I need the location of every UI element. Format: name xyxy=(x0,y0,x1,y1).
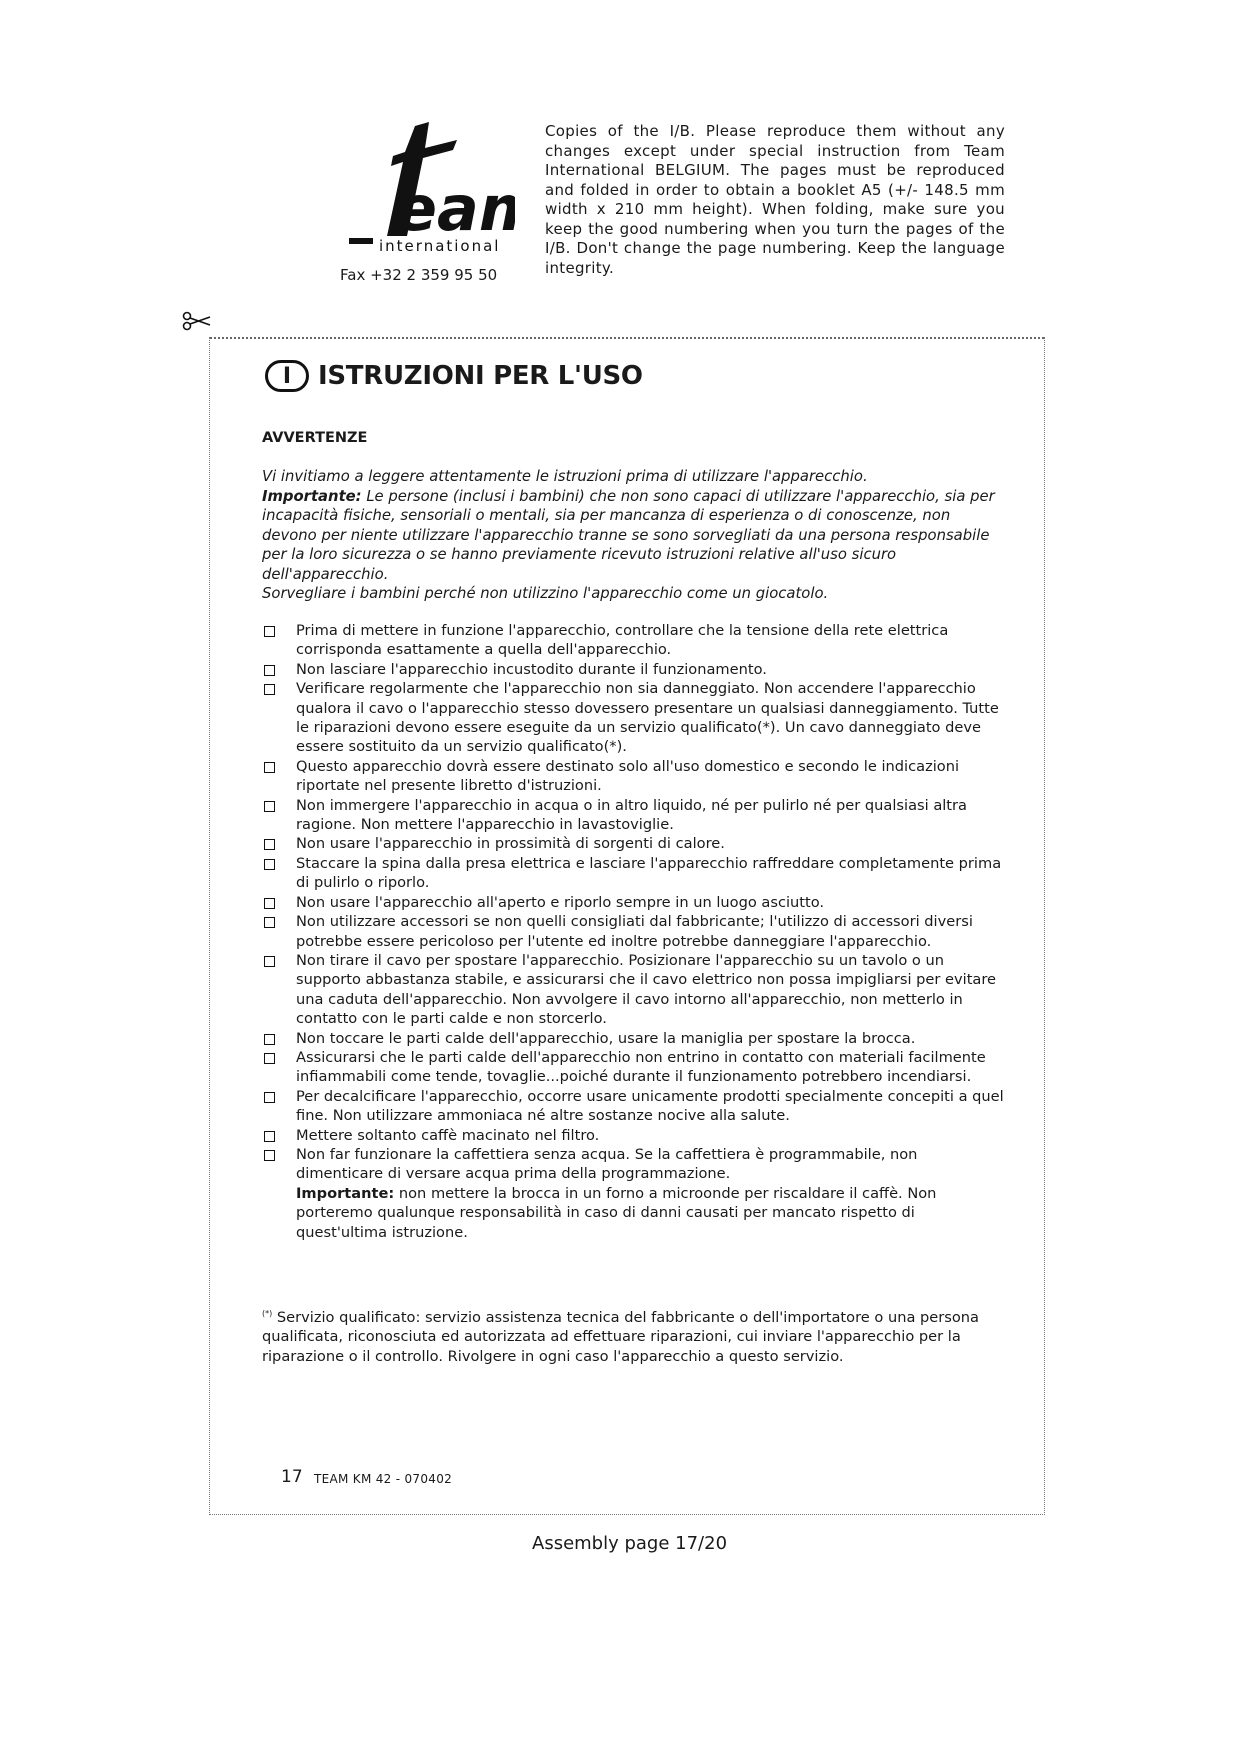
svg-text:international: international xyxy=(379,237,501,255)
section-title xyxy=(265,356,643,396)
intro-line-1: Vi invitiamo a leggere attentamente le istruzioni prima di utilizzare l'apparecchio. xyxy=(262,468,868,485)
intro-important-text: Le persone (inclusi i bambini) che non sono capaci di utilizzare l'apparecchio, sia per incapacità fisiche, sensoriali o mentali, sia per mancanza di esperienza o di conoscenze, non devono per niente utilizzare l'apparecchio tranne se sono sorvegliati da una persona responsabile per la loro sicurezza o se hanno previamente ricevuto istruzioni relative all'uso sicuro dell'apparecchio. xyxy=(262,487,995,583)
checkbox-icon xyxy=(264,859,275,870)
list-item: Verificare regolarmente che l'apparecchio non sia danneggiato. Non accendere l'apparecchio qualora il cavo o l'apparecchio stesso dovessero presentare un qualsiasi danneggiamento. Tutte le riparazioni devono essere eseguite da un servizio qualificato(*). Un cavo danneggiato deve essere sostituito da un servizio qualificato(*). xyxy=(262,679,1004,757)
checkbox-icon xyxy=(264,1092,275,1103)
footnote xyxy=(262,1304,1002,1366)
last-rule-important-text: non mettere la brocca in un forno a microonde per riscaldare il caffè. Non porteremo qualunque responsabilità in caso di danni causati per mancato rispetto di quest'ultima istruzione. xyxy=(296,1184,937,1241)
page-number: 17 xyxy=(281,1467,303,1487)
fax-number: Fax +32 2 359 95 50 xyxy=(340,266,498,284)
checkbox-icon xyxy=(264,917,275,928)
list-item: Prima di mettere in funzione l'apparecchio, controllare che la tensione della rete elettrica corrisponda esattamente a quella dell'apparecchio. xyxy=(262,621,1004,660)
intro-line-3: Sorvegliare i bambini perché non utilizzino l'apparecchio come un giocatolo. xyxy=(262,585,829,602)
intro-text xyxy=(262,467,1002,604)
list-item: Mettere soltanto caffè macinato nel filtro. xyxy=(262,1126,1004,1145)
checkbox-icon xyxy=(264,665,275,676)
checkbox-icon xyxy=(264,1034,275,1045)
svg-text:eam: ea xyxy=(395,172,479,245)
team-international-logo xyxy=(345,118,515,260)
footnote-marker: (*) xyxy=(262,1309,273,1318)
important-label: Importante: xyxy=(296,1184,395,1202)
assembly-page-label: Assembly page 17/20 xyxy=(532,1533,728,1554)
checkbox-icon xyxy=(264,898,275,909)
list-item: Non usare l'apparecchio in prossimità di sorgenti di calore. xyxy=(262,834,1004,853)
list-item: Non immergere l'apparecchio in acqua o in altro liquido, né per pulirlo né per qualsiasi altra ragione. Non mettere l'apparecchio in lavastoviglie. xyxy=(262,796,1004,835)
safety-rules-list xyxy=(262,621,1004,1242)
checkbox-icon xyxy=(264,839,275,850)
checkbox-icon xyxy=(264,626,275,637)
list-item: Non toccare le parti calde dell'apparecchio, usare la maniglia per spostare la brocca. xyxy=(262,1029,1004,1048)
language-badge: I xyxy=(265,360,309,392)
list-item: Per decalcificare l'apparecchio, occorre usare unicamente prodotti specialmente concepiti a quel fine. Non utilizzare ammoniaca né altre sostanze nocive alla salute. xyxy=(262,1087,1004,1126)
list-item: Staccare la spina dalla presa elettrica e lasciare l'apparecchio raffreddare completamente prima di pulirlo o riporlo. xyxy=(262,854,1004,893)
list-item: Non usare l'apparecchio all'aperto e riporlo sempre in un luogo asciutto. xyxy=(262,893,1004,912)
intro-important xyxy=(262,487,1002,585)
list-item: Questo apparecchio dovrà essere destinato solo all'uso domestico e secondo le indicazioni riportate nel presente libretto d'istruzioni. xyxy=(262,757,1004,796)
list-item: Non far funzionare la caffettiera senza acqua. Se la caffettiera è programmabile, non dimenticare di versare acqua prima della programmazione. Importante: non mettere la brocca in un forno a microonde per riscaldare il caffè. Non porteremo qualunque responsabilità in caso di danni causati per mancato rispetto di quest'ultima istruzione. xyxy=(262,1145,1004,1242)
checkbox-icon xyxy=(264,956,275,967)
list-item: Assicurarsi che le parti calde dell'apparecchio non entrino in contatto con materiali facilmente infiammabili come tende, tovaglie...poiché durante il funzionamento potrebbero incendiarsi. xyxy=(262,1048,1004,1087)
page-title: ISTRUZIONI PER L'USO xyxy=(318,361,643,391)
footnote-text: Servizio qualificato: servizio assistenza tecnica del fabbricante o dell'importatore o una persona qualificata, riconosciuta ed autorizzata ad effettuare riparazioni, cui inviare l'apparecchio per la riparazione o il controllo. Rivolgere in ogni caso l'apparecchio a questo servizio. xyxy=(262,1308,979,1365)
warnings-heading: AVVERTENZE xyxy=(262,430,368,446)
list-item: Non tirare il cavo per spostare l'apparecchio. Posizionare l'apparecchio su un tavolo o un supporto abbastanza stabile, e assicurarsi che il cavo elettrico non possa impigliarsi per evitare una caduta dell'apparecchio. Non avvolgere il cavo intorno all'apparecchio, non metterlo in contatto con le parti calde e non storcerlo. xyxy=(262,951,1004,1029)
checkbox-icon xyxy=(264,1053,275,1064)
checkbox-icon xyxy=(264,762,275,773)
list-item: Non utilizzare accessori se non quelli consigliati dal fabbricante; l'utilizzo di accessori diversi potrebbe essere pericoloso per l'utente ed inoltre potrebbe danneggiare l'apparecchio. xyxy=(262,912,1004,951)
checkbox-icon xyxy=(264,684,275,695)
checkbox-icon xyxy=(264,801,275,812)
checkbox-icon xyxy=(264,1131,275,1142)
list-item: Non lasciare l'apparecchio incustodito durante il funzionamento. xyxy=(262,660,1004,679)
checkbox-icon xyxy=(264,1150,275,1161)
model-code: TEAM KM 42 - 070402 xyxy=(314,1472,453,1486)
important-label: Importante: xyxy=(262,487,362,505)
scissors-icon xyxy=(182,310,212,332)
copies-instruction: Copies of the I/B. Please reproduce them without any changes except under special instruction from Team International BELGIUM. The pages must be reproduced and folded in order to obtain a booklet A5 (+/- 148.5 mm width x 210 mm height). When folding, make sure you keep the good numbering when you turn the pages of the I/B. Don't change the page numbering. Keep the language integrity. xyxy=(545,122,1005,277)
